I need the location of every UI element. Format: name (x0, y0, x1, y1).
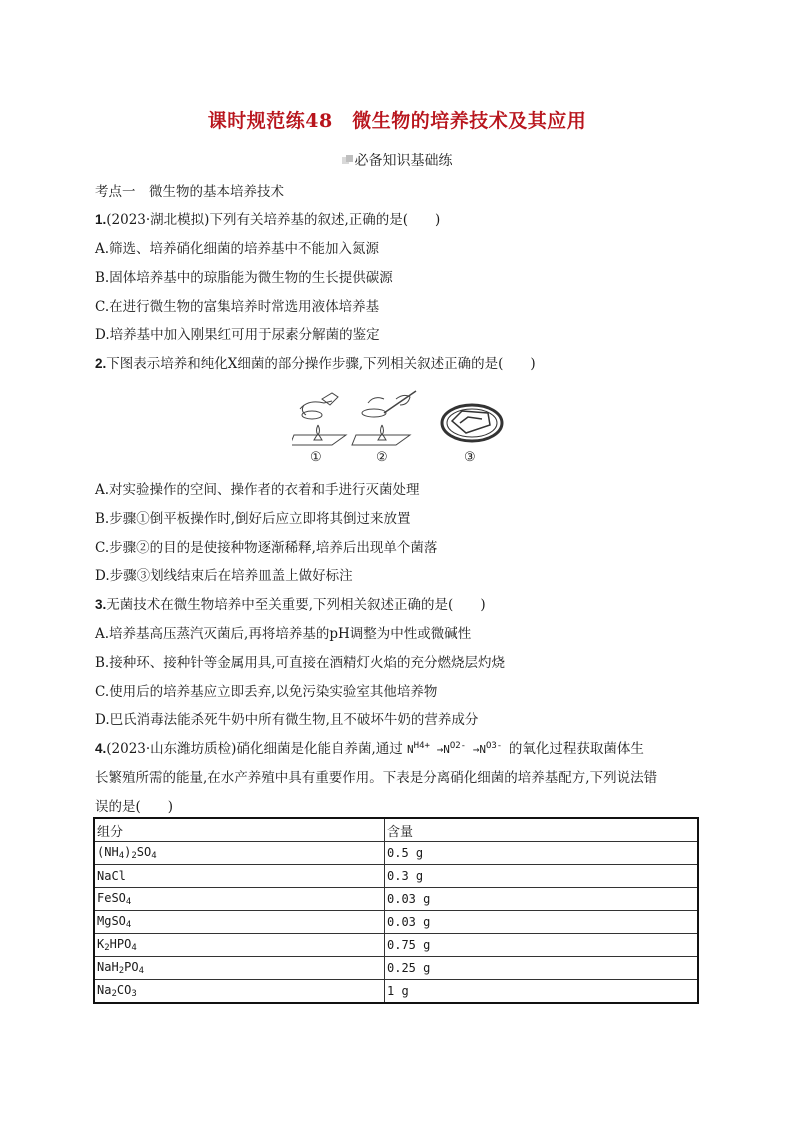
procedure-figure (292, 385, 512, 465)
component-cell: FeSO$_4$ (94, 888, 385, 911)
component-cell: $NaH_2PO_4$ (94, 957, 385, 980)
table-header: 含量 (385, 818, 699, 842)
figure-label-1: ① (310, 450, 322, 465)
question-1-stem (95, 208, 440, 228)
amount-cell: 1 g (385, 980, 699, 1004)
option: A.培养基高压蒸汽灭菌后,再将培养基的pH调整为中性或微碱性 (95, 626, 472, 642)
question-text: (2023·湖北模拟)下列有关培养基的叙述,正确的是( ) (106, 212, 441, 228)
option: B.固体培养基中的琼脂能为微生物的生长提供碳源 (95, 270, 393, 286)
question-4-stem-line-3: 误的是( ) (95, 799, 174, 815)
option: A.对实验操作的空间、操作者的衣着和手进行灭菌处理 (95, 482, 420, 498)
table-row (94, 911, 698, 934)
table-row (94, 934, 698, 957)
option: A.筛选、培养硝化细菌的培养基中不能加入氮源 (95, 241, 380, 257)
component-cell: $Na_2CO_3$ (94, 980, 385, 1004)
amount-cell: 0.03 g (385, 911, 699, 934)
amount-cell: 0.5 g (385, 842, 699, 865)
question-text: 的氧化过程获取菌体生 (508, 741, 644, 757)
question-text: 无菌技术在微生物培养中至关重要,下列相关叙述正确的是( ) (106, 597, 486, 613)
question-3-stem (95, 593, 486, 613)
question-number: 1. (95, 212, 107, 227)
figure-label-2: ② (376, 450, 388, 465)
table-row (94, 957, 698, 980)
table-row (94, 980, 698, 1004)
component-cell: $(NH_4)_2SO_4$ (94, 842, 385, 865)
table-header-row (94, 818, 698, 842)
option: B.接种环、接种针等金属用具,可直接在酒精灯火焰的充分燃烧层灼烧 (95, 655, 506, 671)
component-cell: $K_2HPO_4$ (94, 934, 385, 957)
question-4-stem-line-2: 长繁殖所需的能量,在水产养殖中具有重要作用。下表是分离硝化细菌的培养基配方,下列说法错 (95, 770, 658, 786)
question-text: 下图表示培养和纯化X细菌的部分操作步骤,下列相关叙述正确的是( ) (106, 356, 536, 372)
section-title: 必备知识基础练 (354, 153, 453, 169)
option: C.使用后的培养基应立即丢弃,以免污染实验室其他培养物 (95, 684, 438, 700)
option: B.步骤①倒平板操作时,倒好后应立即将其倒过来放置 (95, 511, 411, 527)
option: C.在进行微生物的富集培养时常选用液体培养基 (95, 299, 380, 315)
question-2-stem (95, 352, 536, 372)
chemical-equation: $N^{H4+} \to N^{O2-} \to N^{O3-}$ (407, 741, 503, 756)
streaked-plate-illustration (442, 405, 502, 441)
section-heading (0, 150, 794, 170)
table-row (94, 842, 698, 865)
amount-cell: 0.03 g (385, 888, 699, 911)
question-number: 3. (95, 597, 107, 612)
page-title: 课时规范练48 微生物的培养技术及其应用 (207, 110, 587, 132)
amount-cell: 0.3 g (385, 865, 699, 888)
question-4-stem (95, 737, 644, 757)
streaking-illustration (352, 391, 416, 445)
question-text: (2023·山东潍坊质检)硝化细菌是化能自养菌,通过 (106, 741, 403, 757)
option: D.巴氏消毒法能杀死牛奶中所有微生物,且不破坏牛奶的营养成分 (95, 712, 479, 728)
option: D.培养基中加入刚果红可用于尿素分解菌的鉴定 (95, 327, 380, 343)
question-number: 4. (95, 741, 107, 756)
option: C.步骤②的目的是使接种物逐渐稀释,培养后出现单个菌落 (95, 540, 438, 556)
pour-plate-illustration (292, 393, 346, 445)
component-cell: MgSO$_4$ (94, 911, 385, 934)
table-row (94, 888, 698, 911)
table-row (94, 865, 698, 888)
option: D.步骤③划线结束后在培养皿盖上做好标注 (95, 568, 353, 584)
component-cell: NaCl (94, 865, 385, 888)
figure-label-3: ③ (464, 450, 476, 465)
medium-formula-table (93, 817, 699, 1004)
amount-cell: 0.75 g (385, 934, 699, 957)
table-header: 组分 (94, 818, 385, 842)
section-icon (342, 155, 353, 166)
amount-cell: 0.25 g (385, 957, 699, 980)
question-number: 2. (95, 356, 107, 371)
topic-heading: 考点一 微生物的基本培养技术 (95, 184, 284, 200)
